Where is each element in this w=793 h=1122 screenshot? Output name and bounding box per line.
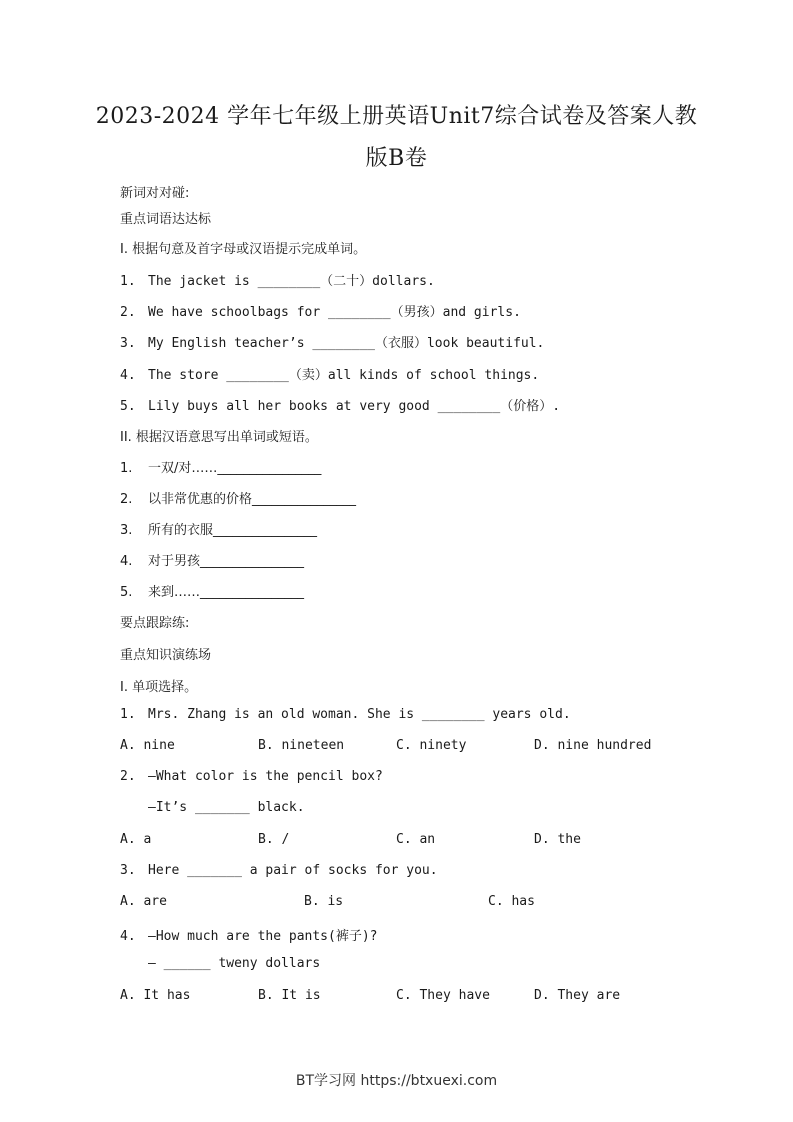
option: A. are	[120, 894, 167, 909]
part2-item: 5. 来到……________________	[120, 585, 305, 600]
part1-item: 4. The store ________（卖）all kinds of school things.	[120, 368, 540, 383]
doc-title-line1: 2023-2024 学年七年级上册英语Unit7综合试卷及答案人教	[95, 104, 698, 129]
part1-item: 1. The jacket is ________（二十）dollars.	[120, 274, 435, 289]
section-knowledge: 重点知识演练场	[120, 648, 212, 663]
part1-heading: I. 根据句意及首字母或汉语提示完成单词。	[120, 242, 367, 257]
option: C. has	[488, 894, 535, 909]
option: A. a	[120, 832, 152, 847]
part2-item: 4. 对于男孩________________	[120, 554, 305, 569]
option: B. It is	[258, 988, 321, 1003]
part2-item: 2. 以非常优惠的价格________________	[120, 492, 357, 507]
question-2: 2. —What color is the pencil box?	[120, 769, 383, 784]
option: C. They have	[396, 988, 490, 1003]
option: B. is	[304, 894, 344, 909]
question-1: 1. Mrs. Zhang is an old woman. She is ________ years old.	[120, 707, 571, 722]
option: D. nine hundred	[534, 738, 652, 753]
option: C. an	[396, 832, 436, 847]
part2-item: 3. 所有的衣服________________	[120, 523, 318, 538]
doc-title-line2: 版B卷	[365, 146, 428, 171]
question-4-line2: — ______ tweny dollars	[148, 956, 321, 971]
question-3: 3. Here _______ a pair of socks for you.	[120, 863, 438, 878]
option: B. /	[258, 832, 290, 847]
section-key-words: 重点词语达达标	[120, 212, 212, 227]
part2-heading: II. 根据汉语意思写出单词或短语。	[120, 430, 318, 445]
question-4: 4. —How much are the pants(裤子)?	[120, 929, 378, 944]
section-new-words: 新词对对碰:	[120, 186, 190, 201]
site-footer: BT学习网 https://btxuexi.com	[295, 1073, 498, 1089]
section-practice: 要点跟踪练:	[120, 616, 190, 631]
part1-item: 3. My English teacher’s ________（衣服）look beautiful.	[120, 336, 545, 351]
option: B. nineteen	[258, 738, 345, 753]
option: A. It has	[120, 988, 191, 1003]
option: D. They are	[534, 988, 621, 1003]
part1-item: 2. We have schoolbags for ________（男孩）and girls.	[120, 305, 521, 320]
question-2-line2: —It’s _______ black.	[148, 800, 305, 815]
part1-item: 5. Lily buys all her books at very good ________（价格）.	[120, 399, 561, 414]
part3-heading: I. 单项选择。	[120, 680, 198, 695]
option: C. ninety	[396, 738, 467, 753]
option: A. nine	[120, 738, 175, 753]
option: D. the	[534, 832, 581, 847]
part2-item: 1. 一双/对……________________	[120, 461, 322, 476]
